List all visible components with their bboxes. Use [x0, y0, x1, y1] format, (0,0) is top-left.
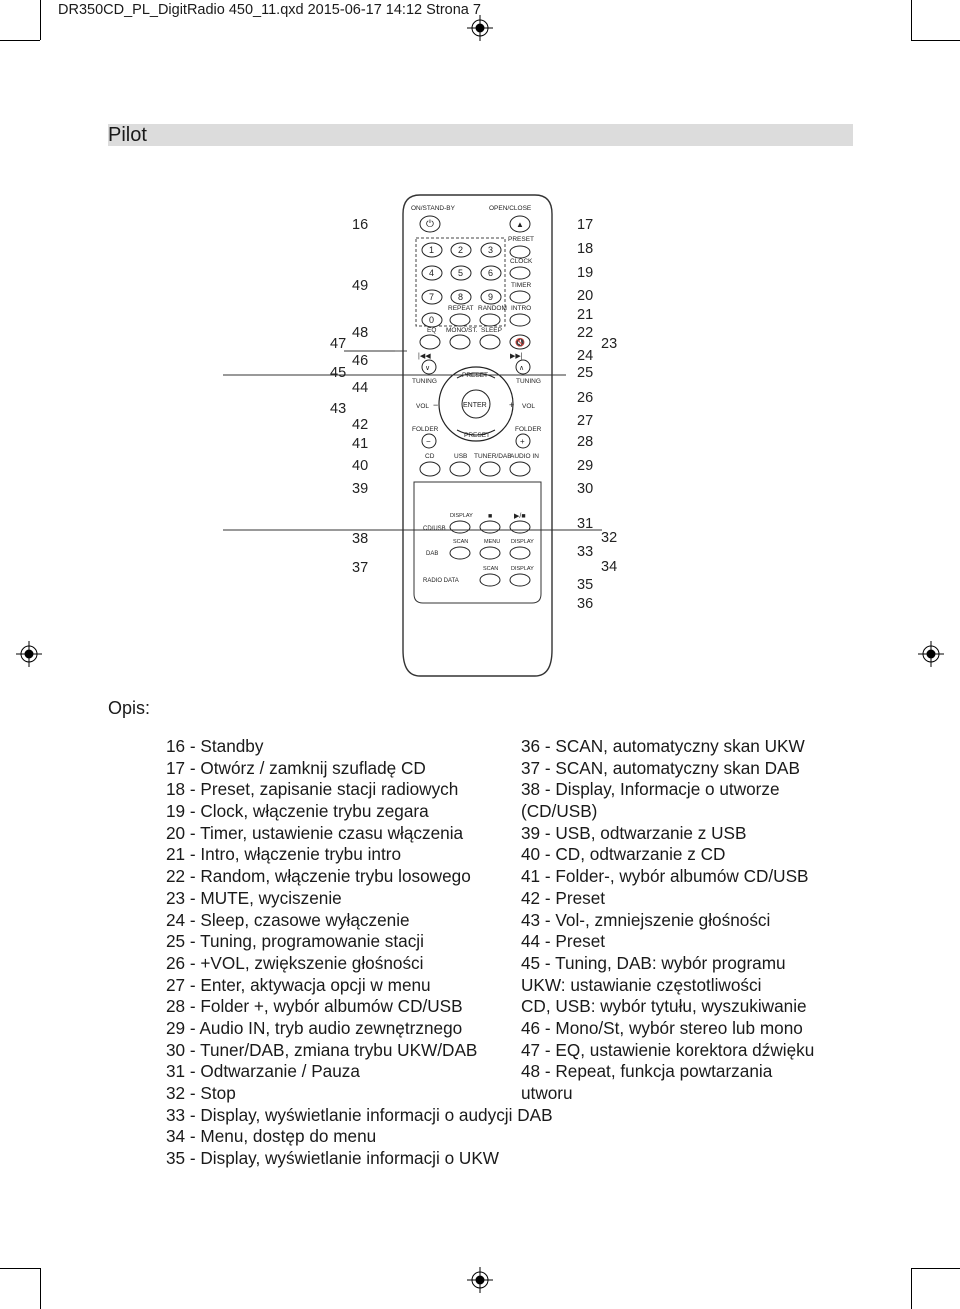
digit-button[interactable] — [422, 243, 442, 257]
menu-button[interactable] — [480, 547, 500, 559]
digit-button[interactable] — [481, 266, 501, 280]
description-item: 41 - Folder-, wybór albumów CD/USB — [521, 866, 809, 887]
digit-label: 8 — [458, 292, 464, 302]
preset-up-label: PRESET — [462, 372, 489, 379]
power-button[interactable] — [420, 216, 440, 232]
description-item: 46 - Mono/St, wybór stereo lub mono — [521, 1017, 803, 1038]
dab-display-button[interactable] — [510, 547, 530, 559]
enter-label: ENTER — [463, 402, 487, 409]
description-item: 29 - Audio IN, tryb audio zewnętrznego — [166, 1017, 463, 1038]
radio-scan-button[interactable] — [480, 574, 500, 586]
callout-number: 46 — [352, 353, 369, 369]
callout-number: 31 — [577, 516, 594, 532]
description-item: 37 - SCAN, automatyczny skan DAB — [521, 757, 800, 778]
description-heading: Opis: — [108, 698, 151, 718]
callout-number: 49 — [352, 278, 369, 294]
callout-number: 48 — [352, 325, 369, 341]
description-item: 47 - EQ, ustawienie korektora dźwięku — [521, 1039, 815, 1060]
file-info-header: DR350CD_PL_DigitRadio 450_11.qxd 2015-06-17 14:12 Strona 7 — [58, 2, 481, 18]
skip-back-icon: |◀◀ — [418, 353, 431, 360]
description-item: 20 - Timer, ustawienie czasu włączenia — [166, 822, 464, 843]
description-list-right — [521, 736, 814, 1105]
stop-button[interactable] — [480, 521, 500, 533]
description-item: 22 - Random, włączenie trybu losowego — [166, 866, 471, 887]
mute-icon: 🔇 — [515, 338, 525, 347]
digit-button[interactable] — [451, 266, 471, 280]
display-label-2: DISPLAY — [511, 539, 534, 545]
sleep-label: SLEEP — [481, 327, 502, 334]
intro-label: INTRO — [511, 305, 532, 312]
audio-in-label: AUDIO IN — [510, 453, 539, 460]
play-pause-button[interactable] — [510, 521, 530, 533]
callout-number: 20 — [577, 288, 594, 304]
preset-down-label: PRESET — [464, 432, 491, 439]
description-item: utworu — [521, 1083, 573, 1103]
minus-icon: − — [426, 437, 431, 446]
description-item: 42 - Preset — [521, 887, 606, 908]
description-list-left — [166, 736, 553, 1170]
callout-number: 28 — [577, 434, 594, 450]
callout-number: 29 — [577, 458, 594, 474]
menu-label: MENU — [484, 539, 501, 545]
random-label: RANDOM — [478, 305, 507, 312]
callout-number: 25 — [577, 365, 594, 381]
cd-button[interactable] — [420, 462, 440, 476]
description-item: 16 - Standby — [166, 736, 264, 756]
minus-icon: − — [433, 400, 439, 410]
callout-number: 32 — [601, 530, 618, 546]
digit-label: 7 — [429, 292, 435, 302]
digit-button[interactable] — [451, 290, 471, 304]
callout-number: 23 — [601, 336, 618, 352]
folder-right-label: FOLDER — [515, 426, 542, 433]
callout-number: 37 — [352, 560, 369, 576]
digit-label: 1 — [429, 245, 435, 255]
callout-number: 26 — [577, 390, 594, 406]
scan-label-2: SCAN — [483, 566, 499, 572]
digit-label: 9 — [488, 292, 494, 302]
callout-number: 21 — [577, 307, 594, 323]
timer-label: TIMER — [511, 282, 532, 289]
on-standby-label: ON/STAND-BY — [411, 205, 455, 212]
digit-label: 5 — [458, 268, 464, 278]
chevron-up-icon: ∧ — [519, 365, 525, 372]
description-item: 23 - MUTE, wyciszenie — [166, 887, 342, 908]
folder-plus-button[interactable] — [516, 434, 530, 448]
sleep-button[interactable] — [480, 335, 500, 349]
callout-number: 24 — [577, 348, 594, 364]
enter-button[interactable] — [462, 390, 490, 418]
callout-number: 22 — [577, 325, 594, 341]
digit-label: 4 — [429, 268, 435, 278]
skip-forward-icon: ▶▶| — [510, 353, 523, 360]
description-item: 17 - Otwórz / zamknij szufladę CD — [166, 757, 426, 778]
description-item: 38 - Display, Informacje o utworze — [521, 779, 780, 800]
description-item: 39 - USB, odtwarzanie z USB — [521, 822, 747, 843]
stop-icon: ■ — [488, 513, 493, 520]
description-item: 27 - Enter, aktywacja opcji w menu — [166, 974, 431, 995]
timer-button[interactable] — [510, 291, 530, 303]
mono-st-button[interactable] — [450, 335, 470, 349]
callout-number: 30 — [577, 481, 594, 497]
folder-minus-button[interactable] — [422, 434, 436, 448]
callout-number: 40 — [352, 458, 369, 474]
clock-label: CLOCK — [510, 258, 533, 265]
repeat-label: REPEAT — [448, 305, 474, 312]
vol-left-label: VOL — [416, 403, 430, 410]
description-item: 25 - Tuning, programowanie stacji — [166, 931, 424, 952]
folder-left-label: FOLDER — [412, 426, 439, 433]
tuning-left-label: TUNING — [412, 378, 437, 385]
digit-button[interactable] — [422, 313, 442, 327]
usb-label: USB — [454, 453, 468, 460]
clock-button[interactable] — [510, 267, 530, 279]
digit-label: 3 — [488, 245, 494, 255]
digit-button[interactable] — [422, 266, 442, 280]
chevron-down-icon: ∨ — [425, 365, 431, 372]
description-item: 45 - Tuning, DAB: wybór programu — [521, 952, 786, 973]
tuner-dab-button[interactable] — [480, 462, 500, 476]
eq-button[interactable] — [420, 335, 440, 349]
usb-button[interactable] — [450, 462, 470, 476]
tuning-down-button[interactable] — [422, 360, 436, 374]
plus-icon: + — [509, 400, 515, 410]
plus-icon: + — [520, 437, 525, 446]
callout-number: 38 — [352, 531, 369, 547]
callout-number: 45 — [330, 365, 347, 381]
callout-number: 19 — [577, 265, 594, 281]
callout-number: 44 — [352, 380, 369, 396]
description-item: 32 - Stop — [166, 1083, 236, 1103]
eject-button[interactable] — [510, 216, 530, 232]
description-item: 34 - Menu, dostęp do menu — [166, 1126, 377, 1147]
cd-usb-display-button[interactable] — [450, 521, 470, 533]
callout-number: 17 — [577, 217, 594, 233]
preset-label: PRESET — [508, 236, 535, 243]
digit-label: 6 — [488, 268, 494, 278]
description-item: CD, USB: wybór tytułu, wyszukiwanie — [521, 996, 807, 1017]
intro-button[interactable] — [510, 314, 530, 326]
description-item: UKW: ustawianie częstotliwości — [521, 974, 762, 995]
dab-scan-button[interactable] — [450, 547, 470, 559]
description-item: 43 - Vol-, zmniejszenie głośności — [521, 909, 771, 930]
digit-button[interactable] — [422, 290, 442, 304]
random-button[interactable] — [480, 314, 500, 326]
description-item: 33 - Display, wyświetlanie informacji o audycji DAB — [166, 1104, 553, 1125]
description-item: 36 - SCAN, automatyczny skan UKW — [521, 736, 805, 756]
callout-number: 41 — [352, 436, 369, 452]
repeat-button[interactable] — [450, 314, 470, 326]
description-item: 26 - +VOL, zwiększenie głośności — [166, 952, 424, 973]
digit-label: 0 — [429, 315, 435, 325]
description-item: 28 - Folder +, wybór albumów CD/USB — [166, 996, 463, 1017]
callout-number: 43 — [330, 401, 347, 417]
vol-right-label: VOL — [522, 403, 536, 410]
callout-number: 18 — [577, 241, 594, 257]
callout-number: 27 — [577, 413, 594, 429]
tuning-up-button[interactable] — [516, 360, 530, 374]
eq-label: EQ — [427, 327, 437, 334]
cd-usb-label: CD/USB — [423, 526, 446, 532]
description-item: 44 - Preset — [521, 931, 606, 952]
tuner-dab-label: TUNER/DAB — [474, 453, 512, 460]
power-icon: ⏻ — [426, 219, 434, 230]
digit-button[interactable] — [451, 243, 471, 257]
description-item: (CD/USB) — [521, 801, 598, 822]
callout-number: 33 — [577, 544, 594, 560]
description-item: 19 - Clock, włączenie trybu zegara — [166, 801, 429, 822]
display-label-1: DISPLAY — [450, 513, 473, 519]
scan-label-1: SCAN — [453, 539, 469, 545]
eject-icon: ▲ — [516, 220, 524, 229]
description-item: 48 - Repeat, funkcja powtarzania — [521, 1061, 773, 1082]
description-item: 30 - Tuner/DAB, zmiana trybu UKW/DAB — [166, 1039, 478, 1060]
digit-label: 2 — [458, 245, 464, 255]
display-label-3: DISPLAY — [511, 566, 534, 572]
tuning-right-label: TUNING — [516, 378, 541, 385]
mono-st-label: MONO/ST. — [446, 327, 478, 334]
callout-number: 16 — [352, 217, 369, 233]
open-close-label: OPEN/CLOSE — [489, 205, 532, 212]
digit-button[interactable] — [481, 243, 501, 257]
callout-number: 47 — [330, 336, 347, 352]
callout-number: 39 — [352, 481, 369, 497]
audio-in-button[interactable] — [510, 462, 530, 476]
preset-button[interactable] — [510, 246, 530, 258]
radio-data-label: RADIO DATA — [423, 578, 459, 584]
description-item: 35 - Display, wyświetlanie informacji o UKW — [166, 1148, 500, 1169]
description-item: 24 - Sleep, czasowe wyłączenie — [166, 909, 410, 930]
radio-display-button[interactable] — [510, 574, 530, 586]
callout-number: 35 — [577, 577, 594, 593]
digit-button[interactable] — [481, 290, 501, 304]
callout-number: 42 — [352, 417, 369, 433]
description-item: 21 - Intro, włączenie trybu intro — [166, 844, 402, 865]
play-pause-icon: ▶/■ — [514, 513, 526, 520]
cd-label: CD — [425, 453, 435, 460]
description-item: 18 - Preset, zapisanie stacji radiowych — [166, 779, 459, 800]
section-title: Pilot — [108, 124, 147, 146]
dab-label: DAB — [426, 551, 439, 557]
mute-button[interactable] — [510, 335, 530, 349]
callout-number: 34 — [601, 559, 618, 575]
callout-number: 36 — [577, 596, 594, 612]
description-item: 31 - Odtwarzanie / Pauza — [166, 1061, 360, 1082]
description-item: 40 - CD, odtwarzanie z CD — [521, 844, 726, 865]
